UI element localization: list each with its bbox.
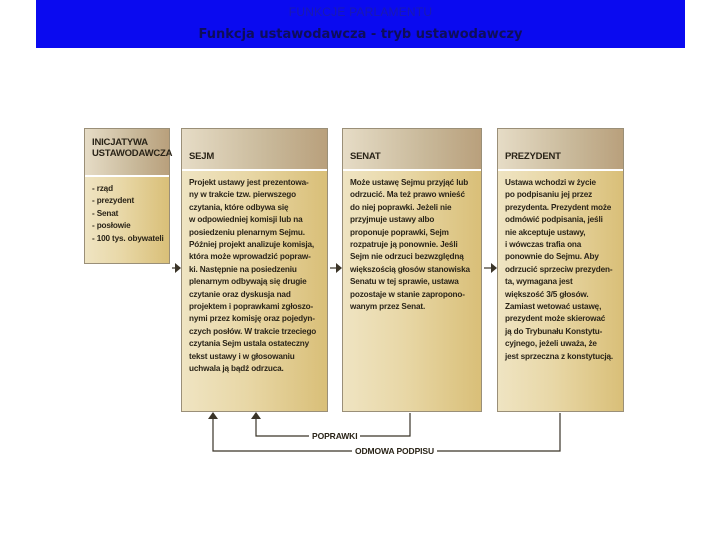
- banner-subheading: Funkcja ustawodawcza - tryb ustawodawczy: [198, 27, 523, 42]
- list-item: - Senat: [92, 208, 119, 218]
- text-line: po podpisaniu jej przez: [505, 190, 593, 200]
- text-line: ny w trakcie tzw. pierwszego: [189, 190, 296, 200]
- text-line: ją do Trybunału Konstytu-: [505, 326, 603, 336]
- text-line: prezydent może skierować: [505, 314, 606, 324]
- list-item: - 100 tys. obywateli: [92, 233, 164, 243]
- text-line: czych posłów. W trakcie trzeciego: [189, 326, 317, 336]
- text-line: czytania, które odbywa się: [189, 202, 289, 212]
- text-line: i wówczas trafia ona: [505, 240, 582, 250]
- text-line: proponuje poprawki, Sejm: [350, 227, 449, 237]
- text-line: projektem i poprawkami zgłoszo-: [189, 302, 314, 312]
- arrowhead-sejm-to-senat: [336, 263, 342, 273]
- text-line: nymi przez komisję oraz pojedyn-: [189, 314, 315, 324]
- text-line: plenarnym odbywają się drugie: [189, 277, 307, 287]
- text-line: Projekt ustawy jest prezentowa-: [189, 178, 309, 187]
- box-initiative-title-line: INICJATYWA: [92, 137, 148, 148]
- text-line: prezydenta. Prezydent może: [505, 202, 612, 212]
- flow-label-veto: ODMOWA PODPISU: [352, 446, 437, 456]
- text-line: ki. Następnie na posiedzeniu: [189, 264, 297, 274]
- list-item: - posłowie: [92, 221, 131, 231]
- banner-heading: FUNKCJE PARLAMENTU: [288, 5, 433, 19]
- arrowhead-initiative-to-sejm: [175, 263, 181, 273]
- text-line: tekst ustawy i w głosowaniu: [189, 351, 295, 361]
- text-line: czytania Sejm ustala ostateczny: [189, 339, 310, 349]
- text-line: przyjmuje ustawy albo: [350, 215, 435, 225]
- text-line: cyjnego, jeżeli uważa, że: [505, 339, 597, 349]
- arrowhead-amendments: [251, 412, 261, 419]
- text-line: Senatu w tej sprawie, ustawa: [350, 277, 459, 287]
- text-line: odmówić podpisania, jeśli: [505, 215, 603, 225]
- list-item: - rząd: [92, 184, 113, 193]
- text-line: ta, wymagana jest: [505, 277, 573, 287]
- text-line: rozpatruje ją ponownie. Jeśli: [350, 240, 458, 250]
- box-senat-title: SENAT: [350, 151, 381, 162]
- text-line: nie akceptuje ustawy,: [505, 227, 586, 237]
- text-line: większością głosów stanowiska: [350, 264, 470, 274]
- text-line: która może wprowadzić popraw-: [189, 252, 311, 262]
- text-line: Później projekt analizuje komisja,: [189, 240, 315, 250]
- text-line: Może ustawę Sejmu przyjąć lub: [350, 178, 469, 187]
- list-item: - prezydent: [92, 196, 135, 206]
- text-line: czytanie oraz dyskusja nad: [189, 289, 291, 299]
- text-line: wanym przez Senat.: [350, 302, 426, 312]
- arrowhead-senat-to-president: [491, 263, 497, 273]
- text-line: większość 3/5 głosów.: [505, 289, 589, 299]
- text-line: uchwala ją bądź odrzuca.: [189, 364, 284, 374]
- text-line: Zamiast wetować ustawę,: [505, 302, 602, 312]
- text-line: w odpowiedniej komisji lub na: [189, 215, 303, 225]
- text-line: ponownie do Sejmu. Aby: [505, 252, 599, 262]
- text-line: odrzucić sprzeciw prezyden-: [505, 264, 613, 274]
- box-sejm-title: SEJM: [189, 151, 215, 162]
- text-line: do niej poprawki. Jeżeli nie: [350, 202, 452, 212]
- text-line: Ustawa wchodzi w życie: [505, 178, 596, 187]
- arrowhead-veto: [208, 412, 218, 419]
- text-line: odrzucić. Ma też prawo wnieść: [350, 190, 465, 200]
- text-line: Sejm nie odrzuci bezwzględną: [350, 252, 464, 262]
- text-line: pozostaje w stanie zapropono-: [350, 289, 465, 299]
- text-line: jest sprzeczna z konstytucją.: [505, 351, 614, 361]
- box-initiative-title-line: USTAWODAWCZA: [92, 148, 173, 159]
- text-line: posiedzeniu plenarnym Sejmu.: [189, 227, 305, 237]
- flow-label-amendments: POPRAWKI: [309, 431, 360, 441]
- box-president-title: PREZYDENT: [505, 151, 561, 162]
